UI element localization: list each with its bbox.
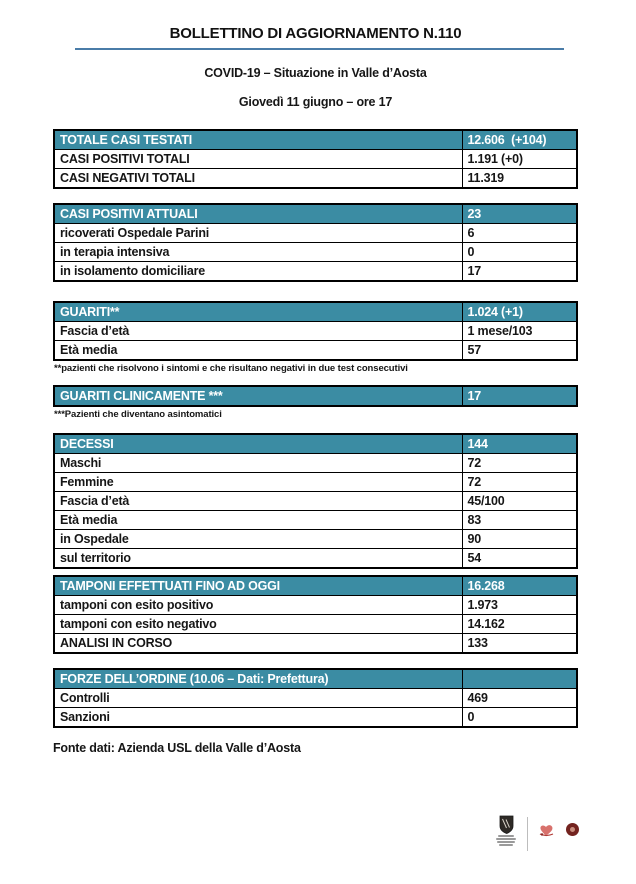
row-value: 0 xyxy=(462,243,577,262)
table-row xyxy=(54,549,577,569)
row-label: Controlli xyxy=(54,689,462,708)
table-header-row xyxy=(54,576,577,596)
row-label: tamponi con esito positivo xyxy=(54,596,462,615)
table-row xyxy=(54,708,577,728)
table-header-label: TAMPONI EFFETTUATI FINO AD OGGI xyxy=(54,576,462,596)
row-value: 1 mese/103 xyxy=(462,322,577,341)
row-label: Fascia d’età xyxy=(54,322,462,341)
usl-logo-icon xyxy=(537,822,557,840)
table-header-row xyxy=(54,386,577,406)
table-header-value: 17 xyxy=(462,386,577,406)
valle-daosta-coat-of-arms-icon xyxy=(494,815,518,846)
row-value: 54 xyxy=(462,549,577,569)
row-value: 1.191 (+0) xyxy=(462,150,577,169)
table-row xyxy=(54,243,577,262)
row-value: 90 xyxy=(462,530,577,549)
table-header-row xyxy=(54,130,577,150)
table-header-row xyxy=(54,302,577,322)
table-header-value xyxy=(462,669,577,689)
section-forze-dell-ordine xyxy=(53,668,578,728)
table-decessi xyxy=(53,433,578,569)
row-label: tamponi con esito negativo xyxy=(54,615,462,634)
row-label: CASI POSITIVI TOTALI xyxy=(54,150,462,169)
table-footnote: ***Pazienti che diventano asintomatici xyxy=(54,409,222,420)
table-header-row xyxy=(54,669,577,689)
table-forze-dell-ordine xyxy=(53,668,578,728)
row-value: 72 xyxy=(462,454,577,473)
table-header-label: TOTALE CASI TESTATI xyxy=(54,130,462,150)
date-line: Giovedì 11 giugno – ore 17 xyxy=(238,95,393,109)
row-label: Sanzioni xyxy=(54,708,462,728)
logo-caption-line xyxy=(499,844,513,846)
table-header-label: CASI POSITIVI ATTUALI xyxy=(54,204,462,224)
round-seal-icon xyxy=(566,823,579,836)
data-source-line: Fonte dati: Azienda USL della Valle d’Aosta xyxy=(53,741,301,755)
row-value: 72 xyxy=(462,473,577,492)
table-row xyxy=(54,596,577,615)
table-row xyxy=(54,492,577,511)
row-label: Fascia d’età xyxy=(54,492,462,511)
row-label: ANALISI IN CORSO xyxy=(54,634,462,654)
row-label: Età media xyxy=(54,511,462,530)
row-label: sul territorio xyxy=(54,549,462,569)
table-header-label: GUARITI** xyxy=(54,302,462,322)
tables-root xyxy=(53,129,578,728)
row-value: 469 xyxy=(462,689,577,708)
table-header-row xyxy=(54,434,577,454)
row-label: Età media xyxy=(54,341,462,361)
row-label: in Ospedale xyxy=(54,530,462,549)
row-value: 1.973 xyxy=(462,596,577,615)
title-rule xyxy=(75,48,564,50)
row-value: 11.319 xyxy=(462,169,577,189)
table-row xyxy=(54,473,577,492)
table-row xyxy=(54,689,577,708)
table-header-row xyxy=(54,204,577,224)
table-row xyxy=(54,169,577,189)
table-guariti xyxy=(53,301,578,361)
table-row xyxy=(54,322,577,341)
table-header-value: 12.606 (+104) xyxy=(462,130,577,150)
section-casi-positivi-attuali xyxy=(53,203,578,282)
table-row xyxy=(54,454,577,473)
row-value: 6 xyxy=(462,224,577,243)
row-value: 17 xyxy=(462,262,577,282)
table-row xyxy=(54,150,577,169)
row-label: Maschi xyxy=(54,454,462,473)
section-guariti-clinicamente xyxy=(53,385,578,420)
row-value: 83 xyxy=(462,511,577,530)
table-row xyxy=(54,530,577,549)
section-tamponi xyxy=(53,575,578,654)
row-label: Femmine xyxy=(54,473,462,492)
row-label: in terapia intensiva xyxy=(54,243,462,262)
table-tamponi xyxy=(53,575,578,654)
table-header-label: DECESSI xyxy=(54,434,462,454)
section-totale-casi-testati xyxy=(53,129,578,189)
table-header-label: FORZE DELL’ORDINE (10.06 – Dati: Prefettura) xyxy=(54,669,462,689)
logo-divider xyxy=(527,817,528,851)
table-row xyxy=(54,511,577,530)
table-footnote: **pazienti che risolvono i sintomi e che risultano negativi in due test consecutivi xyxy=(54,363,408,374)
footer-logos xyxy=(494,815,579,851)
row-label: in isolamento domiciliare xyxy=(54,262,462,282)
row-label: ricoverati Ospedale Parini xyxy=(54,224,462,243)
row-value: 133 xyxy=(462,634,577,654)
section-decessi xyxy=(53,433,578,569)
table-totale-casi-testati xyxy=(53,129,578,189)
table-header-value: 23 xyxy=(462,204,577,224)
table-row xyxy=(54,615,577,634)
shield-icon xyxy=(499,815,514,834)
table-row xyxy=(54,634,577,654)
row-value: 14.162 xyxy=(462,615,577,634)
table-header-value: 16.268 xyxy=(462,576,577,596)
table-row xyxy=(54,224,577,243)
table-header-value: 144 xyxy=(462,434,577,454)
table-casi-positivi-attuali xyxy=(53,203,578,282)
bulletin-content xyxy=(53,0,578,755)
table-row xyxy=(54,262,577,282)
logo-caption-line xyxy=(497,841,515,843)
row-label: CASI NEGATIVI TOTALI xyxy=(54,169,462,189)
row-value: 57 xyxy=(462,341,577,361)
page-title: BOLLETTINO DI AGGIORNAMENTO N.110 xyxy=(169,25,462,42)
row-value: 45/100 xyxy=(462,492,577,511)
logo-caption-line xyxy=(496,838,516,840)
table-header-label: GUARITI CLINICAMENTE *** xyxy=(54,386,462,406)
section-guariti xyxy=(53,301,578,374)
page-subtitle: COVID-19 – Situazione in Valle d’Aosta xyxy=(204,66,427,80)
row-value: 0 xyxy=(462,708,577,728)
table-header-value: 1.024 (+1) xyxy=(462,302,577,322)
table-guariti-clinicamente xyxy=(53,385,578,407)
logo-caption-line xyxy=(498,835,514,837)
table-row xyxy=(54,341,577,361)
